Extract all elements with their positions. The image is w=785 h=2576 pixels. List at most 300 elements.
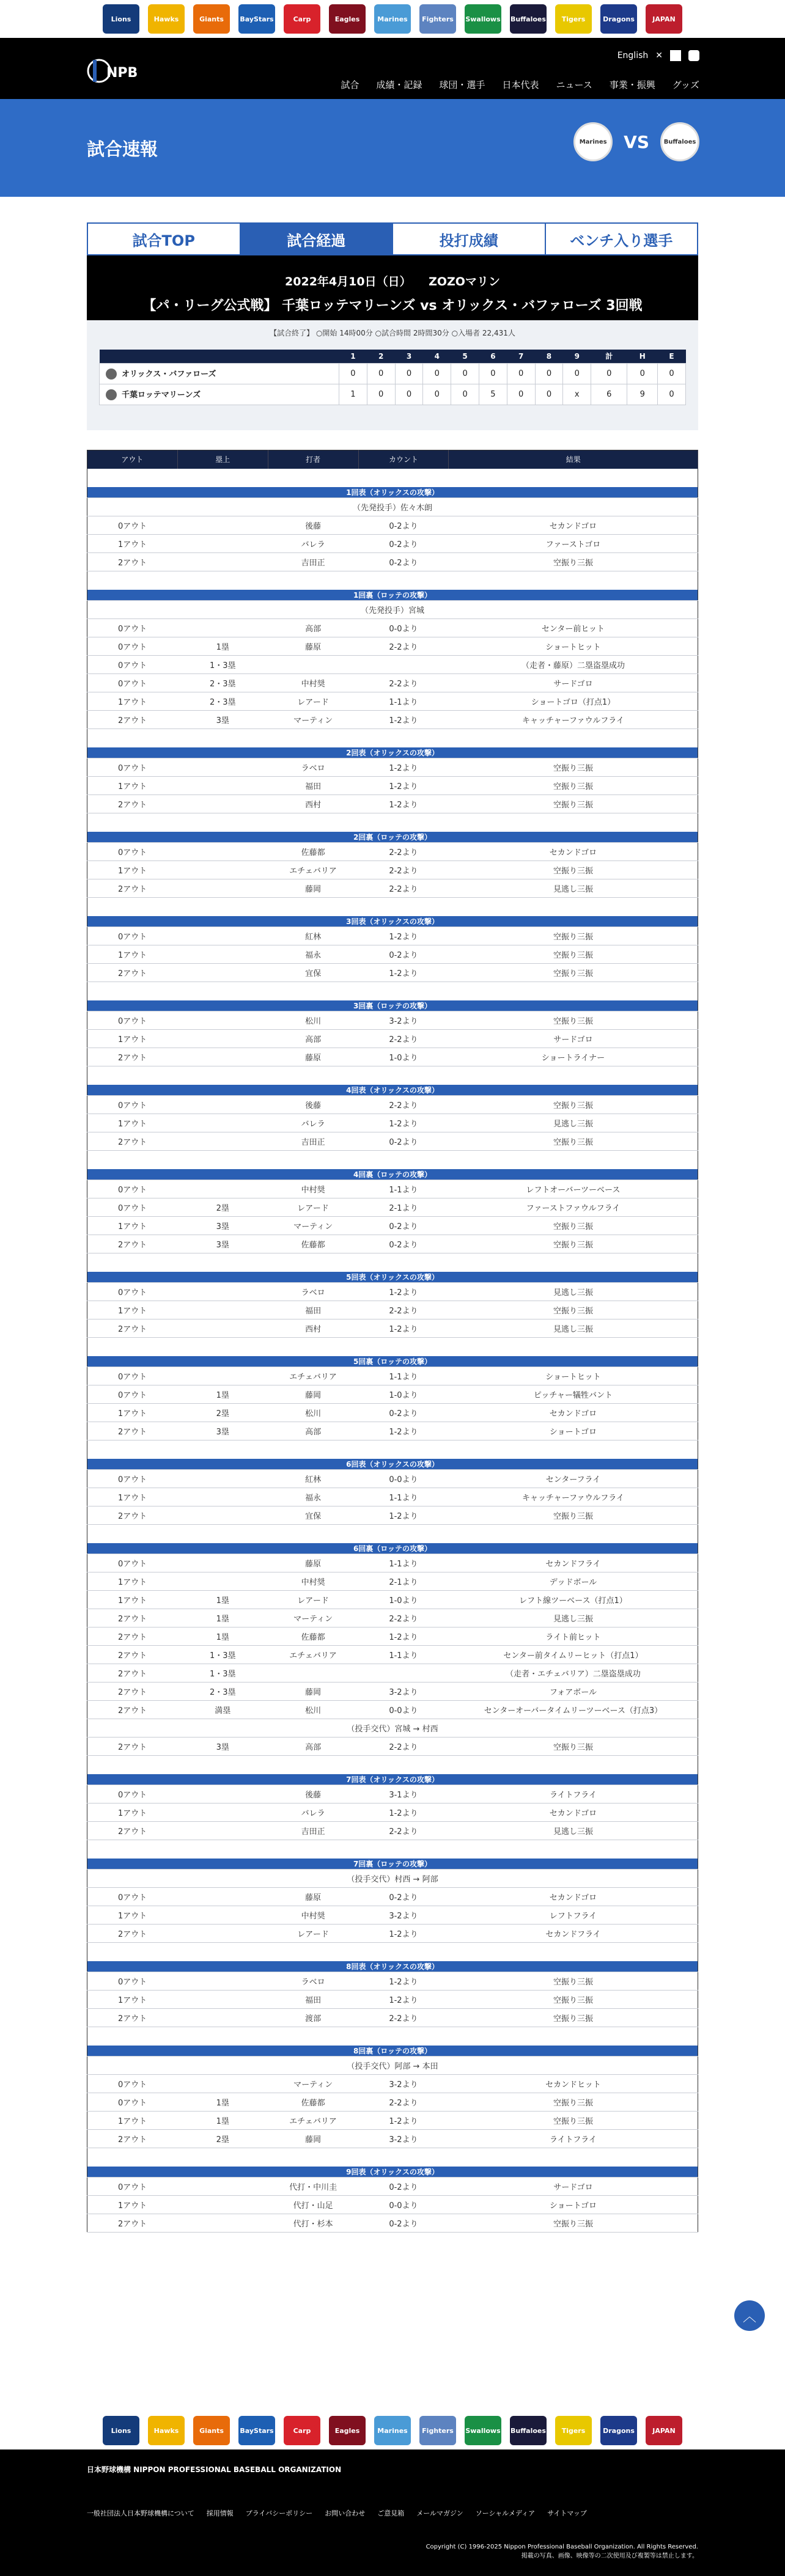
play-count: 0-2より	[358, 516, 449, 535]
copyright	[426, 2544, 698, 2559]
play-result: 空振り三振	[449, 2214, 698, 2233]
play-runners	[177, 1030, 268, 1048]
team-logo-japan[interactable]: JAPAN	[646, 2416, 682, 2445]
play-runners: 3塁	[177, 1422, 268, 1440]
play-row	[87, 1554, 698, 1572]
nav-item-4[interactable]: ニュース	[556, 79, 592, 90]
score-cell: 0	[423, 384, 451, 405]
play-batter: バレラ	[268, 1804, 358, 1822]
score-cell: 0	[395, 384, 423, 405]
play-runners: 1・3塁	[177, 1664, 268, 1682]
score-cell: 1	[339, 384, 367, 405]
inning-title: 8回表（オリックスの攻撃）	[87, 1961, 698, 1972]
play-result: 見逃し三振	[449, 1319, 698, 1338]
play-result: センター前タイムリーヒット（打点1）	[449, 1646, 698, 1664]
scoreboard-header-cell: 2	[367, 350, 395, 363]
scoreboard-table	[99, 350, 686, 405]
team-logo-carp[interactable]: Carp	[284, 4, 320, 34]
play-row	[87, 553, 698, 571]
play-runners	[177, 1506, 268, 1525]
play-row	[87, 1048, 698, 1066]
play-row	[87, 843, 698, 861]
play-runners	[177, 1572, 268, 1591]
play-row	[87, 498, 698, 516]
play-outs: 2アウト	[87, 1048, 178, 1066]
score-cell: 0	[658, 363, 686, 384]
scoreboard-team-cell[interactable]	[100, 363, 339, 384]
footer-link[interactable]: お問い合わせ	[325, 2509, 366, 2517]
play-runners	[177, 1367, 268, 1385]
play-row	[87, 1235, 698, 1253]
play-count: 1-2より	[358, 1319, 449, 1338]
inning-title: 7回表（オリックスの攻撃）	[87, 1774, 698, 1785]
pbp-header-cell: 結果	[449, 450, 698, 469]
play-outs: 0アウト	[87, 516, 178, 535]
play-runners	[177, 1114, 268, 1132]
play-outs: 0アウト	[87, 1385, 178, 1404]
play-result: 空振り三振	[449, 777, 698, 795]
nav-item-6[interactable]: グッズ	[672, 79, 699, 90]
play-row	[87, 674, 698, 692]
site-footer	[0, 2449, 785, 2576]
play-row	[87, 1283, 698, 1301]
play-outs: 1アウト	[87, 1404, 178, 1422]
team-logo-giants[interactable]: Giants	[193, 4, 230, 34]
play-result: セカンドフライ	[449, 1925, 698, 1943]
team-logo-fighters[interactable]: Fighters	[419, 4, 456, 34]
play-row	[87, 927, 698, 945]
nav-item-1[interactable]: 成績・記録	[376, 79, 422, 90]
team-logo-strip	[0, 0, 785, 38]
play-result: ピッチャー犠牲バント	[449, 1385, 698, 1404]
play-result: 空振り三振	[449, 1738, 698, 1756]
play-batter: 後藤	[268, 516, 358, 535]
team-logo-japan[interactable]: JAPAN	[646, 4, 682, 34]
play-count: 2-2より	[358, 1609, 449, 1627]
gap-cell	[87, 1151, 698, 1169]
footer-link[interactable]: メールマガジン	[416, 2509, 463, 2517]
play-by-play-table	[87, 450, 698, 2233]
play-count: 0-2より	[358, 1888, 449, 1906]
play-batter: レアード	[268, 1198, 358, 1217]
facebook-icon[interactable]	[670, 50, 681, 61]
play-count: 0-2より	[358, 1235, 449, 1253]
team-logo-fighters[interactable]: Fighters	[419, 2416, 456, 2445]
team-logo-tigers[interactable]: Tigers	[555, 2416, 592, 2445]
team-logo-lions[interactable]: Lions	[103, 4, 139, 34]
play-count: 2-1より	[358, 1198, 449, 1217]
play-count: 0-2より	[358, 1132, 449, 1151]
play-result: 空振り三振	[449, 927, 698, 945]
play-batter: 藤原	[268, 1888, 358, 1906]
play-outs: 2アウト	[87, 1701, 178, 1719]
play-runners	[177, 2196, 268, 2214]
play-outs: 0アウト	[87, 1283, 178, 1301]
team-logo-swallows[interactable]: Swallows	[465, 4, 501, 34]
play-outs: 0アウト	[87, 1367, 178, 1385]
play-result: レフト線ツーベース（打点1）	[449, 1591, 698, 1609]
inning-gap	[87, 898, 698, 916]
footer-link[interactable]: ソーシャルメディア	[475, 2509, 536, 2517]
gap-cell	[87, 1840, 698, 1859]
play-row	[87, 1682, 698, 1701]
play-batter: 渡部	[268, 2009, 358, 2027]
play-runners	[177, 1096, 268, 1114]
inning-title: 7回裏（ロッテの攻撃）	[87, 1859, 698, 1870]
play-outs: 0アウト	[87, 637, 178, 656]
inning-header	[87, 1543, 698, 1554]
back-to-top-button[interactable]	[734, 2300, 765, 2331]
away-team-emblem[interactable]: Buffaloes	[660, 122, 699, 161]
score-cell: 6	[591, 384, 627, 405]
play-runners	[177, 1785, 268, 1804]
play-row	[87, 1804, 698, 1822]
top-utility-nav	[617, 50, 699, 61]
play-runners	[177, 843, 268, 861]
play-batter: 吉田正	[268, 1822, 358, 1840]
play-outs: 1アウト	[87, 945, 178, 964]
play-row	[87, 795, 698, 813]
play-row	[87, 2075, 698, 2093]
play-batter: 松川	[268, 1011, 358, 1030]
scoreboard-team-cell[interactable]	[100, 384, 339, 405]
team-name[interactable]: オリックス・バファローズ	[122, 369, 216, 379]
play-batter	[268, 1664, 358, 1682]
play-outs: 2アウト	[87, 1235, 178, 1253]
play-row	[87, 601, 698, 619]
tab-2[interactable]: 投打成績	[393, 224, 546, 254]
team-logo-marines[interactable]: Marines	[374, 2416, 411, 2445]
play-batter: 福田	[268, 777, 358, 795]
play-runners	[177, 1470, 268, 1488]
play-result: 見逃し三振	[449, 1609, 698, 1627]
play-count: 1-2より	[358, 1283, 449, 1301]
play-runners: 3塁	[177, 1217, 268, 1235]
svg-text:NPB: NPB	[106, 65, 138, 81]
team-logo-hawks[interactable]: Hawks	[148, 2416, 185, 2445]
play-result: 空振り三振	[449, 795, 698, 813]
play-runners: 1塁	[177, 2093, 268, 2112]
play-row	[87, 535, 698, 553]
english-link[interactable]: English	[617, 51, 649, 61]
play-count: 3-2より	[358, 1011, 449, 1030]
play-row	[87, 1991, 698, 2009]
play-outs: 1アウト	[87, 1991, 178, 2009]
inning-gap	[87, 571, 698, 590]
play-batter: 藤岡	[268, 1682, 358, 1701]
team-logo-dragons[interactable]: Dragons	[600, 2416, 637, 2445]
score-cell: 9	[627, 384, 658, 405]
play-runners	[177, 1011, 268, 1030]
inning-title: 6回表（オリックスの攻撃）	[87, 1459, 698, 1470]
play-row	[87, 692, 698, 711]
team-logo-dragons[interactable]: Dragons	[600, 4, 637, 34]
play-row	[87, 1488, 698, 1506]
play-result: セカンドゴロ	[449, 1888, 698, 1906]
play-row	[87, 637, 698, 656]
play-runners	[177, 964, 268, 982]
play-result: 空振り三振	[449, 553, 698, 571]
play-batter: レアード	[268, 1591, 358, 1609]
play-count: 3-2より	[358, 2075, 449, 2093]
play-row	[87, 1972, 698, 1991]
play-batter: レアード	[268, 692, 358, 711]
play-outs: 1アウト	[87, 1591, 178, 1609]
scoreboard-header-cell: 6	[479, 350, 507, 363]
game-name: 【パ・リーグ公式戦】 千葉ロッテマリーンズ vs オリックス・バファローズ 3回戦	[142, 298, 643, 314]
play-runners: 2・3塁	[177, 674, 268, 692]
play-outs: 1アウト	[87, 1488, 178, 1506]
inning-header	[87, 1085, 698, 1096]
play-count: 1-0より	[358, 1048, 449, 1066]
footer-link[interactable]: プライバシーポリシー	[245, 2509, 313, 2517]
scoreboard-row	[100, 363, 686, 384]
team-logo-swallows[interactable]: Swallows	[465, 2416, 501, 2445]
play-result: 空振り三振	[449, 2093, 698, 2112]
nav-item-5[interactable]: 事業・振興	[609, 79, 655, 90]
score-cell: 0	[535, 363, 563, 384]
play-count: 0-2より	[358, 2178, 449, 2196]
play-result: ショートゴロ	[449, 2196, 698, 2214]
gap-cell	[87, 2027, 698, 2046]
play-count: 3-2より	[358, 2130, 449, 2148]
inning-title: 5回裏（ロッテの攻撃）	[87, 1356, 698, 1367]
play-outs: 0アウト	[87, 1198, 178, 1217]
team-logo-tigers[interactable]: Tigers	[555, 4, 592, 34]
team-logo-eagles[interactable]: Eagles	[329, 4, 366, 34]
team-emblem-icon	[106, 389, 117, 400]
score-cell: 0	[627, 363, 658, 384]
play-row	[87, 1785, 698, 1804]
play-row	[87, 1096, 698, 1114]
play-batter: 紅林	[268, 1470, 358, 1488]
score-cell: 0	[479, 363, 507, 384]
play-outs: 2アウト	[87, 795, 178, 813]
youtube-icon[interactable]	[688, 50, 699, 61]
footer-link[interactable]: 一般社団法人日本野球機構について	[87, 2509, 194, 2517]
score-cell: 0	[658, 384, 686, 405]
play-batter: マーティン	[268, 1217, 358, 1235]
inning-gap	[87, 1066, 698, 1085]
play-count: 2-1より	[358, 1572, 449, 1591]
play-outs: 0アウト	[87, 1554, 178, 1572]
scoreboard-header-cell	[100, 350, 339, 363]
chevron-up-icon: ︿	[742, 2309, 756, 2325]
play-count: 1-2より	[358, 964, 449, 982]
inning-gap	[87, 1440, 698, 1459]
inning-title: 2回裏（ロッテの攻撃）	[87, 832, 698, 843]
score-cell: 0	[339, 363, 367, 384]
play-count: 0-0より	[358, 619, 449, 637]
play-row	[87, 1701, 698, 1719]
play-result: キャッチャーファウルフライ	[449, 1488, 698, 1506]
scoreboard-row	[100, 384, 686, 405]
play-result: ファーストゴロ	[449, 535, 698, 553]
play-result: ショートヒット	[449, 1367, 698, 1385]
footer-link[interactable]: 採用情報	[206, 2509, 234, 2517]
scoreboard-header-cell: 1	[339, 350, 367, 363]
play-batter: バレラ	[268, 1114, 358, 1132]
play-runners	[177, 777, 268, 795]
tab-0[interactable]: 試合TOP	[88, 224, 241, 254]
scoreboard-header-cell: 7	[507, 350, 535, 363]
copyright-text: Copyright (C) 1996-2025 Nippon Professional Baseball Organization. All Rights Reserved.	[426, 2544, 698, 2550]
play-count: 2-2より	[358, 1738, 449, 1756]
team-logo-giants[interactable]: Giants	[193, 2416, 230, 2445]
play-count: 1-2より	[358, 777, 449, 795]
footer-link[interactable]: サイトマップ	[547, 2509, 587, 2517]
play-result: セカンドゴロ	[449, 843, 698, 861]
play-result: 空振り三振	[449, 1506, 698, 1525]
gap-cell	[87, 1253, 698, 1272]
tab-1[interactable]: 試合経過	[241, 224, 394, 254]
play-batter: エチェバリア	[268, 1646, 358, 1664]
play-outs: 2アウト	[87, 711, 178, 729]
matchup	[573, 122, 699, 161]
play-count: 3-2より	[358, 1682, 449, 1701]
play-count: 1-1より	[358, 1646, 449, 1664]
play-count: 1-2より	[358, 1422, 449, 1440]
nav-item-0[interactable]: 試合	[341, 79, 359, 90]
nav-item-2[interactable]: 球団・選手	[439, 79, 485, 90]
gap-cell	[87, 813, 698, 832]
score-cell: 0	[591, 363, 627, 384]
play-outs: 0アウト	[87, 1888, 178, 1906]
play-batter: 福田	[268, 1301, 358, 1319]
play-batter: 藤原	[268, 1048, 358, 1066]
play-runners: 1塁	[177, 1385, 268, 1404]
play-runners	[177, 945, 268, 964]
play-result: 見逃し三振	[449, 1822, 698, 1840]
inning-header	[87, 1459, 698, 1470]
tab-3[interactable]: ベンチ入り選手	[546, 224, 698, 254]
play-count: 1-2より	[358, 795, 449, 813]
play-batter: 高部	[268, 619, 358, 637]
inning-header	[87, 1774, 698, 1785]
play-row	[87, 1506, 698, 1525]
scoreboard-header-cell: H	[627, 350, 658, 363]
team-logo-baystars[interactable]: BayStars	[238, 2416, 275, 2445]
play-runners: 2・3塁	[177, 692, 268, 711]
npb-logo[interactable]	[86, 54, 142, 88]
play-outs: 2アウト	[87, 879, 178, 898]
play-result: （走者・エチェバリア）二塁盗塁成功	[449, 1664, 698, 1682]
team-name[interactable]: 千葉ロッテマリーンズ	[122, 390, 201, 400]
pbp-header-row	[87, 450, 698, 469]
play-result: 空振り三振	[449, 2112, 698, 2130]
play-batter: 代打・山足	[268, 2196, 358, 2214]
score-cell: 5	[479, 384, 507, 405]
play-result: （走者・藤原）二塁盗塁成功	[449, 656, 698, 674]
inning-title: 3回表（オリックスの攻撃）	[87, 916, 698, 927]
play-batter: マーティン	[268, 1609, 358, 1627]
play-outs: 1アウト	[87, 861, 178, 879]
play-row	[87, 1301, 698, 1319]
footer-team-logo-strip	[0, 2412, 785, 2449]
play-count: 2-2より	[358, 1096, 449, 1114]
gap-cell	[87, 1440, 698, 1459]
play-outs: 2アウト	[87, 1925, 178, 1943]
play-note: （投手交代）宮城 → 村西	[87, 1719, 698, 1738]
gap-cell	[87, 1525, 698, 1543]
footer-logo[interactable]: 日本野球機構 NIPPON PROFESSIONAL BASEBALL ORGANIZATION	[87, 2465, 342, 2474]
play-runners	[177, 516, 268, 535]
play-result: 空振り三振	[449, 1217, 698, 1235]
nav-item-3[interactable]: 日本代表	[502, 79, 539, 90]
inning-gap	[87, 1525, 698, 1543]
play-result: 空振り三振	[449, 1235, 698, 1253]
play-count: 1-1より	[358, 1488, 449, 1506]
team-logo-eagles[interactable]: Eagles	[329, 2416, 366, 2445]
gap-cell	[87, 729, 698, 747]
play-outs: 1アウト	[87, 692, 178, 711]
game-info: 【試合終了】 ○開始 14時00分 ○試合時間 2時間30分 ○入場者 22,431人	[270, 329, 515, 337]
team-logo-lions[interactable]: Lions	[103, 2416, 139, 2445]
team-logo-baystars[interactable]: BayStars	[238, 4, 275, 34]
play-row	[87, 2057, 698, 2075]
inning-gap	[87, 2027, 698, 2046]
game-tabs	[87, 222, 698, 255]
play-batter: 藤岡	[268, 1385, 358, 1404]
play-row	[87, 1422, 698, 1440]
play-outs: 1アウト	[87, 2196, 178, 2214]
footer-link[interactable]: ご意見箱	[377, 2509, 405, 2517]
x-icon[interactable]: ✕	[655, 51, 663, 61]
play-batter: 藤原	[268, 1554, 358, 1572]
play-count: 1-2より	[358, 1114, 449, 1132]
play-runners: 1・3塁	[177, 656, 268, 674]
home-team-emblem[interactable]: Marines	[573, 122, 613, 161]
play-outs: 2アウト	[87, 553, 178, 571]
play-row	[87, 1180, 698, 1198]
play-result: 見逃し三振	[449, 879, 698, 898]
play-runners	[177, 1972, 268, 1991]
play-row	[87, 1132, 698, 1151]
play-result: 見逃し三振	[449, 1283, 698, 1301]
team-logo-buffaloes[interactable]: Buffaloes	[510, 2416, 547, 2445]
inning-header	[87, 1000, 698, 1011]
play-row	[87, 2009, 698, 2027]
main-nav	[341, 78, 699, 91]
gap-cell	[87, 1338, 698, 1356]
team-logo-marines[interactable]: Marines	[374, 4, 411, 34]
game-date-venue: 2022年4月10日（日） ZOZOマリン	[285, 275, 500, 288]
play-outs: 2アウト	[87, 1822, 178, 1840]
team-logo-buffaloes[interactable]: Buffaloes	[510, 4, 547, 34]
scoreboard-header-cell: E	[658, 350, 686, 363]
play-row	[87, 1572, 698, 1591]
score-cell: 0	[451, 363, 479, 384]
play-result: センターオーバータイムリーツーベース（打点3）	[449, 1701, 698, 1719]
play-outs: 2アウト	[87, 1506, 178, 1525]
play-result: ライト前ヒット	[449, 1627, 698, 1646]
play-runners	[177, 2009, 268, 2027]
play-outs: 2アウト	[87, 2009, 178, 2027]
team-logo-carp[interactable]: Carp	[284, 2416, 320, 2445]
team-logo-hawks[interactable]: Hawks	[148, 4, 185, 34]
play-note: （先発投手）佐々木朗	[87, 498, 698, 516]
play-count: 3-1より	[358, 1785, 449, 1804]
play-count: 1-2より	[358, 1506, 449, 1525]
play-count: 0-2より	[358, 1404, 449, 1422]
play-batter: 代打・中川圭	[268, 2178, 358, 2196]
inning-title: 4回裏（ロッテの攻撃）	[87, 1169, 698, 1180]
play-row	[87, 1664, 698, 1682]
score-cell: 0	[451, 384, 479, 405]
play-row	[87, 879, 698, 898]
play-count: 0-2より	[358, 535, 449, 553]
play-batter: レアード	[268, 1925, 358, 1943]
